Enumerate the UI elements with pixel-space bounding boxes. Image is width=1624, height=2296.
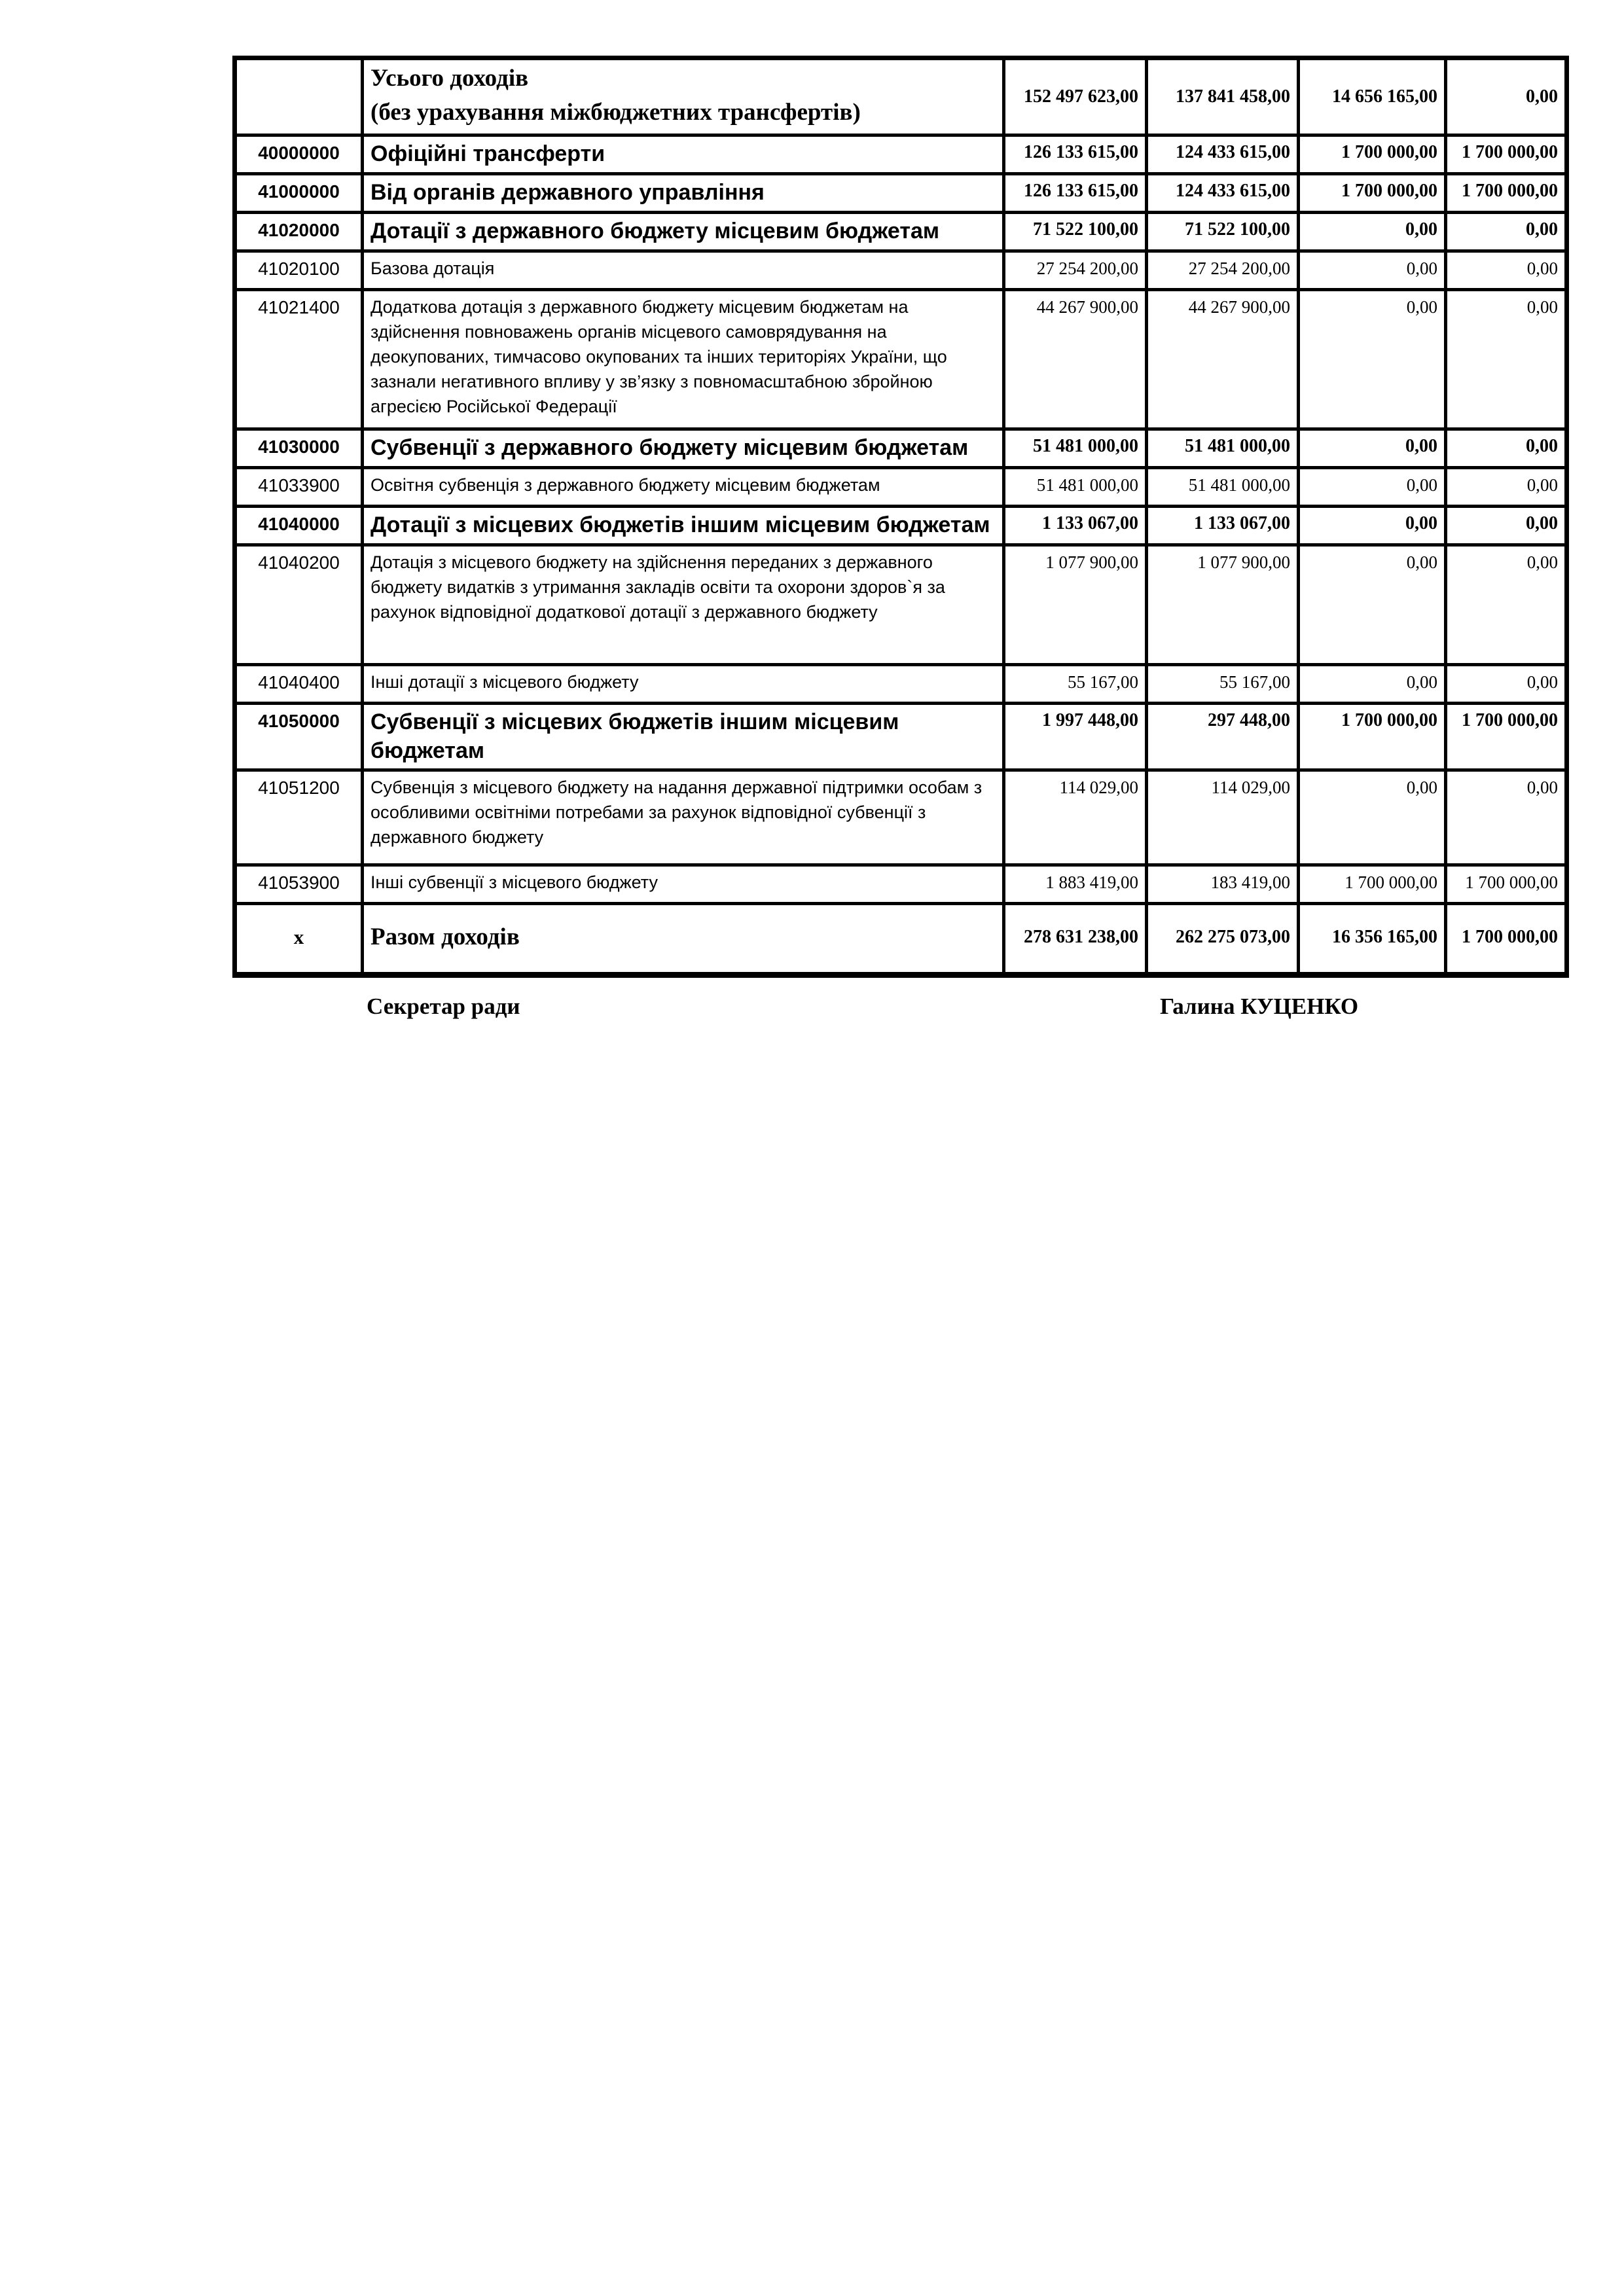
row-value: 1 700 000,00 [1446, 174, 1567, 213]
header-title-cell [363, 58, 1004, 135]
row-value: 27 254 200,00 [1004, 251, 1147, 290]
row-code: 41050000 [235, 704, 363, 770]
row-value: 1 700 000,00 [1299, 135, 1446, 174]
signature-name: Галина КУЦЕНКО [1160, 994, 1359, 1019]
row-value: 1 997 448,00 [1004, 704, 1147, 770]
row-value: 0,00 [1446, 665, 1567, 704]
row-value: 0,00 [1446, 290, 1567, 429]
row-value: 0,00 [1446, 770, 1567, 865]
table-total-section [235, 904, 1567, 975]
row-value: 51 481 000,00 [1004, 468, 1147, 507]
row-name: Від органів державного управління [363, 174, 1004, 213]
row-value: 0,00 [1299, 429, 1446, 468]
row-code: 41051200 [235, 770, 363, 865]
row-value: 297 448,00 [1147, 704, 1299, 770]
header-code-cell [235, 58, 363, 135]
row-value: 124 433 615,00 [1147, 174, 1299, 213]
row-name: Базова дотація [363, 251, 1004, 290]
row-value: 124 433 615,00 [1147, 135, 1299, 174]
row-value: 0,00 [1446, 429, 1567, 468]
row-name: Дотація з місцевого бюджету на здійснення переданих з державного бюджету видатків з утримання закладів освіти та охорони здоров`я за рахунок відповідної додаткової дотації з державного бюджету [363, 545, 1004, 665]
budget-table [232, 56, 1569, 978]
row-value: 1 700 000,00 [1446, 135, 1567, 174]
table-row [235, 665, 1567, 704]
row-code: 41000000 [235, 174, 363, 213]
row-name: Субвенція з місцевого бюджету на надання державної підтримки особам з особливими освітніми потребами за рахунок відповідної субвенції з державного бюджету [363, 770, 1004, 865]
row-value: 1 700 000,00 [1299, 174, 1446, 213]
row-value: 0,00 [1299, 213, 1446, 251]
header-value: 137 841 458,00 [1147, 58, 1299, 135]
row-value: 0,00 [1299, 468, 1446, 507]
table-row [235, 507, 1567, 545]
row-value: 1 700 000,00 [1446, 865, 1567, 904]
header-title-line1: Усього доходів [370, 64, 529, 92]
table-row [235, 213, 1567, 251]
total-code-cell: х [235, 904, 363, 975]
total-value: 262 275 073,00 [1147, 904, 1299, 975]
row-value: 0,00 [1446, 468, 1567, 507]
table-row [235, 429, 1567, 468]
row-code: 41021400 [235, 290, 363, 429]
row-value: 0,00 [1299, 290, 1446, 429]
row-value: 27 254 200,00 [1147, 251, 1299, 290]
row-value: 1 077 900,00 [1004, 545, 1147, 665]
row-value: 0,00 [1446, 507, 1567, 545]
signature-title: Секретар ради [367, 994, 520, 1019]
row-name: Субвенції з державного бюджету місцевим бюджетам [363, 429, 1004, 468]
header-value: 152 497 623,00 [1004, 58, 1147, 135]
row-value: 1 700 000,00 [1299, 704, 1446, 770]
total-label-cell: Разом доходів [363, 904, 1004, 975]
table-body [235, 135, 1567, 904]
table-row [235, 251, 1567, 290]
table-header-section [235, 58, 1567, 135]
table-row [235, 174, 1567, 213]
total-value: 1 700 000,00 [1446, 904, 1567, 975]
row-value: 51 481 000,00 [1147, 468, 1299, 507]
row-code: 41040200 [235, 545, 363, 665]
row-value: 0,00 [1299, 251, 1446, 290]
row-value: 126 133 615,00 [1004, 135, 1147, 174]
header-value: 0,00 [1446, 58, 1567, 135]
row-value: 44 267 900,00 [1147, 290, 1299, 429]
row-code: 41020000 [235, 213, 363, 251]
table-row [235, 770, 1567, 865]
row-value: 51 481 000,00 [1004, 429, 1147, 468]
row-value: 1 700 000,00 [1299, 865, 1446, 904]
table-row [235, 135, 1567, 174]
table-total-row [235, 904, 1567, 975]
row-name: Інші субвенції з місцевого бюджету [363, 865, 1004, 904]
row-code: 41033900 [235, 468, 363, 507]
row-value: 0,00 [1299, 545, 1446, 665]
row-name: Додаткова дотація з державного бюджету місцевим бюджетам на здійснення повноважень органів місцевого самоврядування на деокупованих, тимчасово окупованих та інших територіях України, що зазнали негативного впливу у зв’язку з повномасштабною збройною агресією Російської Федерації [363, 290, 1004, 429]
row-code: 41040000 [235, 507, 363, 545]
row-value: 0,00 [1446, 545, 1567, 665]
row-code: 40000000 [235, 135, 363, 174]
row-value: 44 267 900,00 [1004, 290, 1147, 429]
row-name: Освітня субвенція з державного бюджету місцевим бюджетам [363, 468, 1004, 507]
table-row [235, 545, 1567, 665]
row-value: 114 029,00 [1147, 770, 1299, 865]
row-name: Офіційні трансферти [363, 135, 1004, 174]
total-value: 16 356 165,00 [1299, 904, 1446, 975]
table-row [235, 704, 1567, 770]
table-row [235, 865, 1567, 904]
row-code: 41040400 [235, 665, 363, 704]
header-value: 14 656 165,00 [1299, 58, 1446, 135]
row-value: 0,00 [1446, 213, 1567, 251]
row-value: 71 522 100,00 [1147, 213, 1299, 251]
row-value: 55 167,00 [1004, 665, 1147, 704]
row-value: 1 133 067,00 [1147, 507, 1299, 545]
row-value: 114 029,00 [1004, 770, 1147, 865]
table-row [235, 290, 1567, 429]
row-code: 41030000 [235, 429, 363, 468]
row-value: 0,00 [1299, 770, 1446, 865]
table-header-row [235, 58, 1567, 135]
row-value: 55 167,00 [1147, 665, 1299, 704]
row-name: Субвенції з місцевих бюджетів іншим місцевим бюджетам [363, 704, 1004, 770]
header-title-line2: (без урахування міжбюджетних трансфертів) [370, 98, 861, 126]
row-name: Дотації з державного бюджету місцевим бюджетам [363, 213, 1004, 251]
row-value: 0,00 [1446, 251, 1567, 290]
row-code: 41020100 [235, 251, 363, 290]
row-value: 0,00 [1299, 665, 1446, 704]
row-value: 126 133 615,00 [1004, 174, 1147, 213]
row-value: 183 419,00 [1147, 865, 1299, 904]
row-value: 1 133 067,00 [1004, 507, 1147, 545]
row-value: 71 522 100,00 [1004, 213, 1147, 251]
table-row [235, 468, 1567, 507]
row-value: 51 481 000,00 [1147, 429, 1299, 468]
row-value: 1 077 900,00 [1147, 545, 1299, 665]
row-value: 1 700 000,00 [1446, 704, 1567, 770]
row-name: Дотації з місцевих бюджетів іншим місцевим бюджетам [363, 507, 1004, 545]
row-value: 1 883 419,00 [1004, 865, 1147, 904]
row-code: 41053900 [235, 865, 363, 904]
total-value: 278 631 238,00 [1004, 904, 1147, 975]
row-name: Інші дотації з місцевого бюджету [363, 665, 1004, 704]
row-value: 0,00 [1299, 507, 1446, 545]
